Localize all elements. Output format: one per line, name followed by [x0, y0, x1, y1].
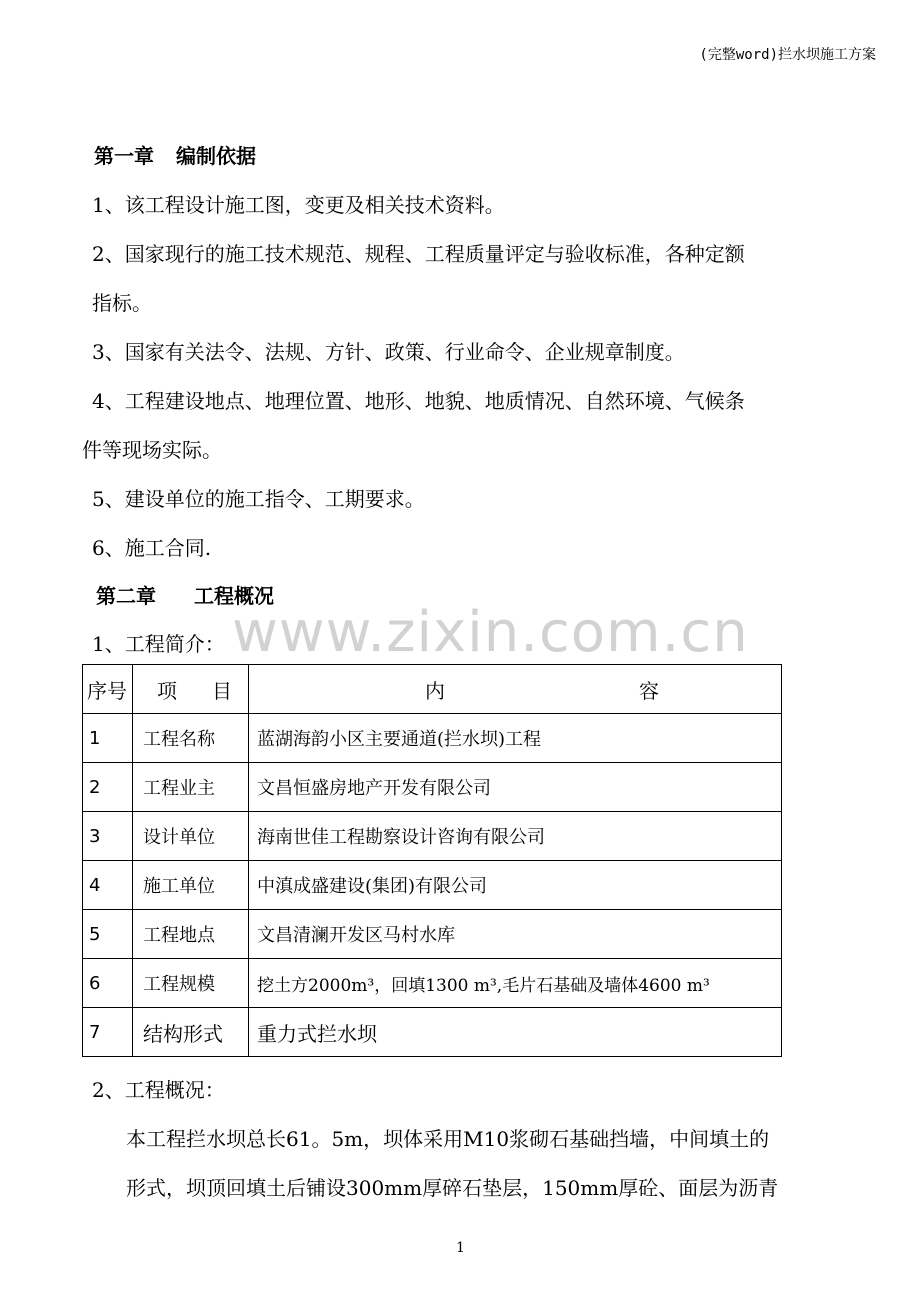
row-content: 挖土方2000m³，回填1300 m³,毛片石基础及墙体4600 m³ [249, 959, 782, 1008]
chapter1-item-1: 1、该工程设计施工图，变更及相关技术资料。 [92, 193, 505, 217]
table-header-row [83, 665, 782, 714]
table-row [83, 861, 782, 910]
overview-paragraph-line-2: 形式，坝顶回填土后铺设300mm厚碎石垫层，150mm厚砼、面层为沥青 [126, 1176, 779, 1200]
chapter2-sub1: 1、工程简介： [92, 632, 225, 656]
row-content: 海南世佳工程勘察设计咨询有限公司 [249, 812, 782, 861]
row-no: 1 [83, 714, 133, 763]
row-no: 3 [83, 812, 133, 861]
chapter2-sub2: 2、工程概况： [92, 1078, 225, 1102]
chapter2-number: 第二章 [96, 584, 156, 608]
chapter1-item-5: 5、建设单位的施工指令、工期要求。 [92, 487, 425, 511]
header-item-char2: 目 [212, 678, 232, 703]
chapter2-title: 工程概况 [194, 584, 274, 608]
table-row [83, 959, 782, 1008]
table-row [83, 1008, 782, 1057]
row-content: 文昌恒盛房地产开发有限公司 [249, 763, 782, 812]
row-no: 4 [83, 861, 133, 910]
header-no: 序号 [83, 665, 133, 714]
table-row [83, 812, 782, 861]
chapter1-item-3: 3、国家有关法令、法规、方针、政策、行业命令、企业规章制度。 [92, 340, 685, 364]
row-item: 设计单位 [133, 812, 249, 861]
row-no: 2 [83, 763, 133, 812]
watermark: www.zixin.com.cn [232, 600, 749, 665]
header-content-char2: 容 [639, 678, 659, 703]
chapter1-number: 第一章 [94, 144, 154, 168]
header-content-char1: 内 [425, 678, 445, 703]
row-content: 文昌清澜开发区马村水库 [249, 910, 782, 959]
row-item: 工程业主 [133, 763, 249, 812]
row-no: 6 [83, 959, 133, 1008]
page-number: 1 [456, 1240, 465, 1256]
header-item-char1: 项 [157, 678, 177, 703]
chapter1-heading [94, 140, 256, 169]
row-item: 工程规模 [133, 959, 249, 1008]
chapter1-item-4-cont: 件等现场实际。 [82, 438, 222, 462]
chapter1-item-2-cont: 指标。 [92, 291, 152, 315]
table-row [83, 910, 782, 959]
row-content: 蓝湖海韵小区主要通道(拦水坝)工程 [249, 714, 782, 763]
header-item [133, 665, 249, 714]
chapter1-item-4: 4、工程建设地点、地理位置、地形、地貌、地质情况、自然环境、气候条 [92, 389, 745, 413]
header-content [249, 665, 782, 714]
table-row [83, 763, 782, 812]
row-item: 工程地点 [133, 910, 249, 959]
row-item: 施工单位 [133, 861, 249, 910]
row-content: 中滇成盛建设(集团)有限公司 [249, 861, 782, 910]
chapter1-title: 编制依据 [176, 144, 256, 168]
row-no: 5 [83, 910, 133, 959]
table-row [83, 714, 782, 763]
chapter1-item-2: 2、国家现行的施工技术规范、规程、工程质量评定与验收标准，各种定额 [92, 242, 745, 266]
project-info-table [82, 664, 782, 1057]
overview-paragraph-line-1: 本工程拦水坝总长61。5m，坝体采用M10浆砌石基础挡墙，中间填土的 [126, 1127, 770, 1151]
row-item: 工程名称 [133, 714, 249, 763]
row-item: 结构形式 [133, 1008, 249, 1057]
document-header: (完整word)拦水坝施工方案 [699, 47, 876, 63]
row-content: 重力式拦水坝 [249, 1008, 782, 1057]
row-no: 7 [83, 1008, 133, 1057]
chapter1-item-6: 6、施工合同. [92, 536, 212, 560]
